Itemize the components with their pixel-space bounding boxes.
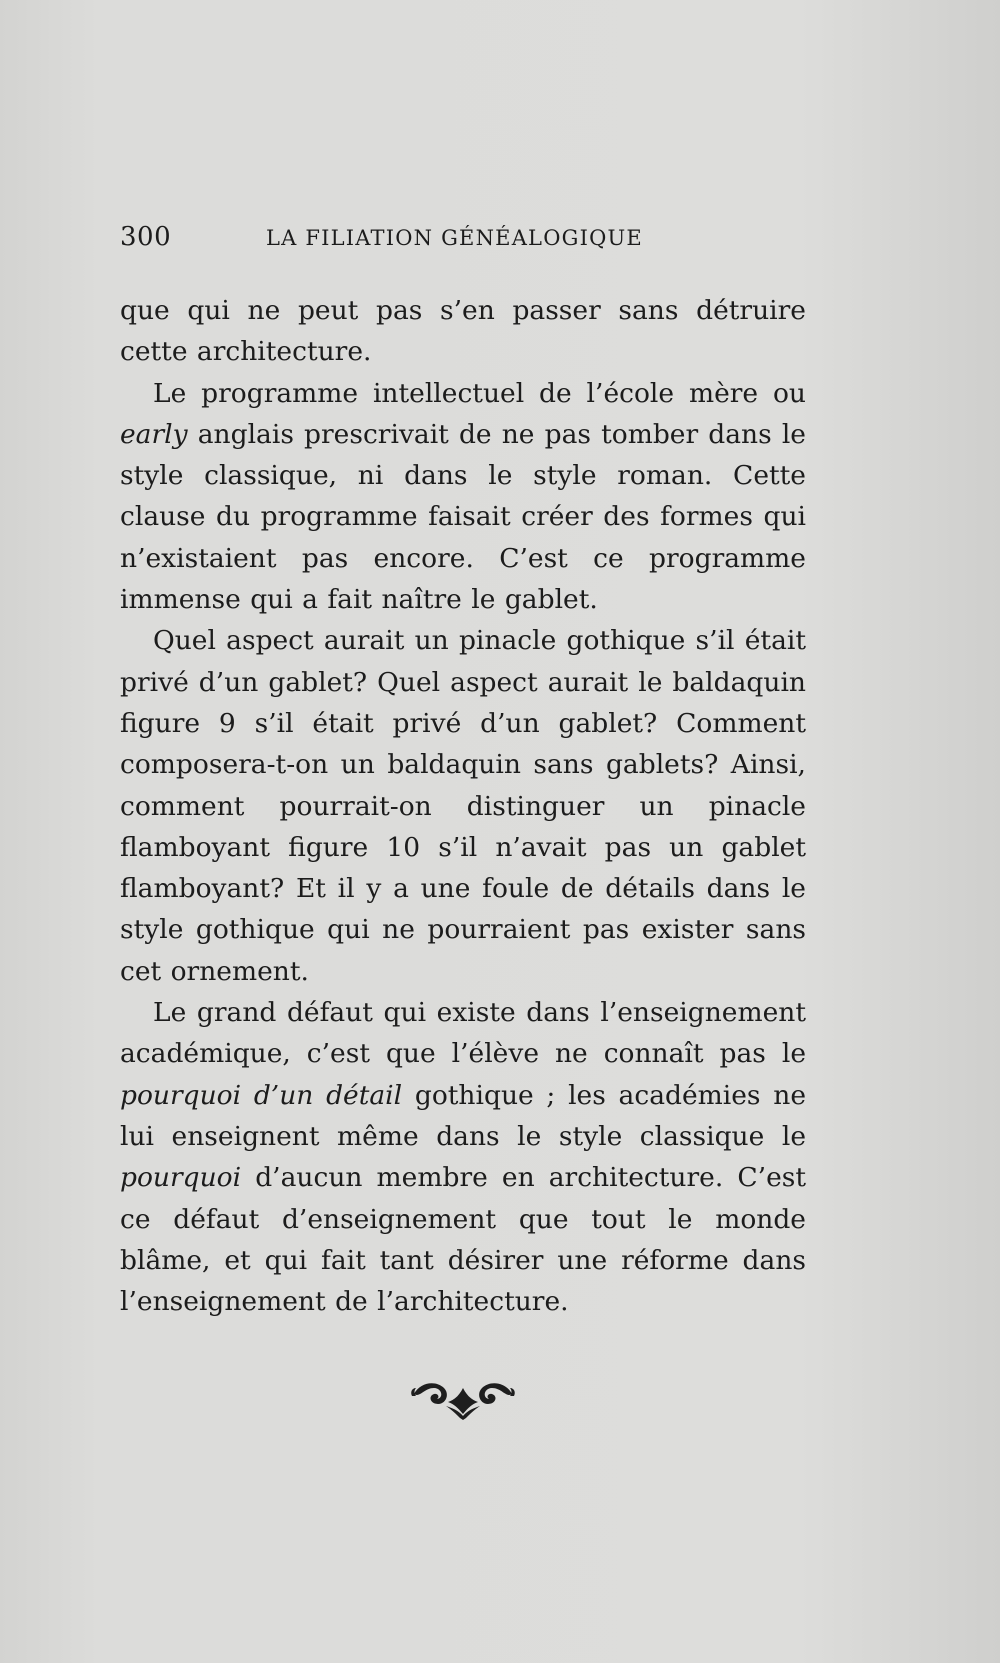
italic-pourquoi: pourquoi	[120, 1162, 242, 1194]
page-header	[120, 222, 806, 262]
paragraph-2	[120, 373, 806, 621]
paragraph-3: Quel aspect aurait un pinacle gothique s’il était privé d’un gablet? Quel aspect aurait le baldaquin figure 9 s’il était privé d’un gablet? Comment composera-t-on un baldaquin sans gablets? Ainsi, comment pourrait-on distinguer un pinacle flamboyant figure 10 s’il n’avait pas un gablet flamboyant? Et il y a une foule de détails dans le style gothique qui ne pourraient pas exister sans cet ornement.	[120, 625, 806, 987]
paragraph-4-part-c: d’aucun membre en architecture. C’est ce défaut d’enseignement que tout le monde blâme, et qui fait tant désirer une réforme dans l’enseignement de l’architecture.	[120, 1162, 806, 1318]
running-title: LA FILIATION GÉNÉALOGIQUE	[266, 226, 643, 250]
paragraph-4	[120, 992, 806, 1322]
paragraph-2-part-b: anglais prescrivait de ne pas tomber dans le style classique, ni dans le style roman. Cette clause du programme faisait créer des formes qui n’existaient pas encore. C’est ce programme immense qui a fait naître le gablet.	[120, 418, 806, 616]
fleuron-ornament-icon	[410, 1374, 516, 1420]
paragraph-1: que qui ne peut pas s’en passer sans détruire cette architecture.	[120, 295, 806, 368]
paragraph-2-part-a: Le programme intellectuel de l’école mère ou	[153, 377, 806, 409]
paragraph-4-part-a: Le grand défaut qui existe dans l’enseignement académique, c’est que l’élève ne connaît pas le	[120, 997, 806, 1070]
paragraph-4-part-b: gothique ; les académies ne lui enseignent même dans le style classique le	[120, 1079, 806, 1152]
page-number: 300	[120, 222, 172, 252]
body-text	[120, 290, 806, 1322]
italic-early: early	[120, 418, 188, 450]
italic-pourquoi-detail: pourquoi d’un détail	[120, 1079, 403, 1111]
